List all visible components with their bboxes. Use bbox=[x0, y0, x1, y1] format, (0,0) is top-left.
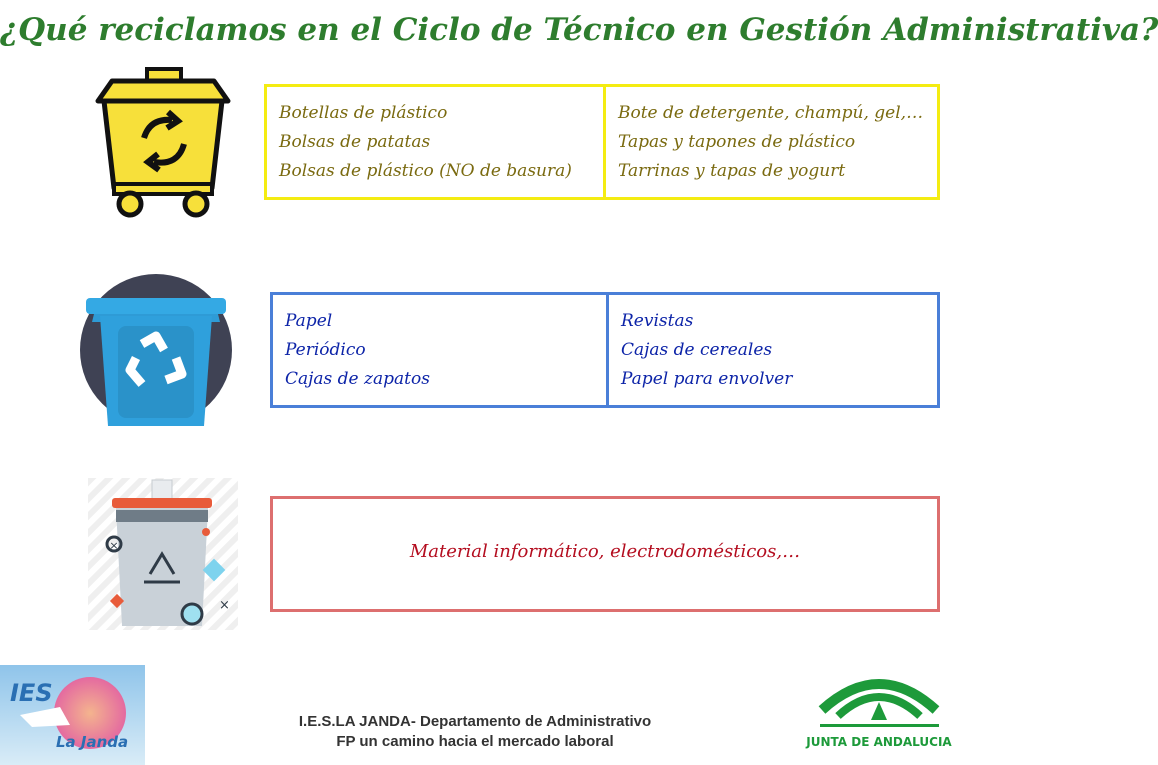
list-item: Papel bbox=[285, 311, 333, 331]
list-item: Cajas de cereales bbox=[621, 340, 773, 360]
blue-left-list bbox=[273, 295, 606, 405]
list-item: Periódico bbox=[285, 340, 366, 360]
yellow-container-box bbox=[264, 84, 940, 200]
blue-right-list bbox=[606, 295, 937, 405]
school-logo bbox=[0, 665, 145, 765]
yellow-bin-icon bbox=[92, 66, 234, 218]
svg-text:IES: IES bbox=[10, 679, 53, 707]
list-item: Papel para envolver bbox=[621, 369, 793, 389]
svg-text:La Janda: La Janda bbox=[56, 733, 129, 751]
svg-text:×: × bbox=[219, 598, 230, 613]
list-item: Tapas y tapones de plástico bbox=[618, 132, 856, 152]
blue-recycle-bin-icon bbox=[80, 274, 232, 426]
grey-recycle-bin-icon bbox=[88, 478, 238, 630]
yellow-left-list bbox=[267, 87, 603, 197]
footer-line-1: I.E.S.LA JANDA- Departamento de Administrativo bbox=[298, 713, 652, 730]
blue-container-box bbox=[270, 292, 940, 408]
junta-logo bbox=[806, 664, 952, 754]
page-title: ¿Qué reciclamos en el Ciclo de Técnico en Gestión Administrativa? bbox=[0, 12, 1158, 48]
list-item: Revistas bbox=[621, 311, 694, 331]
svg-text:JUNTA DE ANDALUCIA: JUNTA DE ANDALUCIA bbox=[806, 735, 952, 749]
grey-container-box bbox=[270, 496, 940, 612]
list-item: Bolsas de patatas bbox=[279, 132, 431, 152]
list-item: Botellas de plástico bbox=[279, 103, 448, 123]
yellow-right-list bbox=[603, 87, 937, 197]
svg-text:×: × bbox=[109, 539, 119, 552]
list-item: Bote de detergente, champú, gel,… bbox=[618, 103, 924, 123]
grey-container-text: Material informático, electrodomésticos,… bbox=[409, 541, 801, 562]
list-item: Bolsas de plástico (NO de basura) bbox=[279, 161, 572, 181]
footer-line-2: FP un camino hacia el mercado laboral bbox=[336, 733, 614, 750]
footer bbox=[230, 712, 720, 752]
list-item: Cajas de zapatos bbox=[285, 369, 430, 389]
list-item: Tarrinas y tapas de yogurt bbox=[618, 161, 846, 181]
